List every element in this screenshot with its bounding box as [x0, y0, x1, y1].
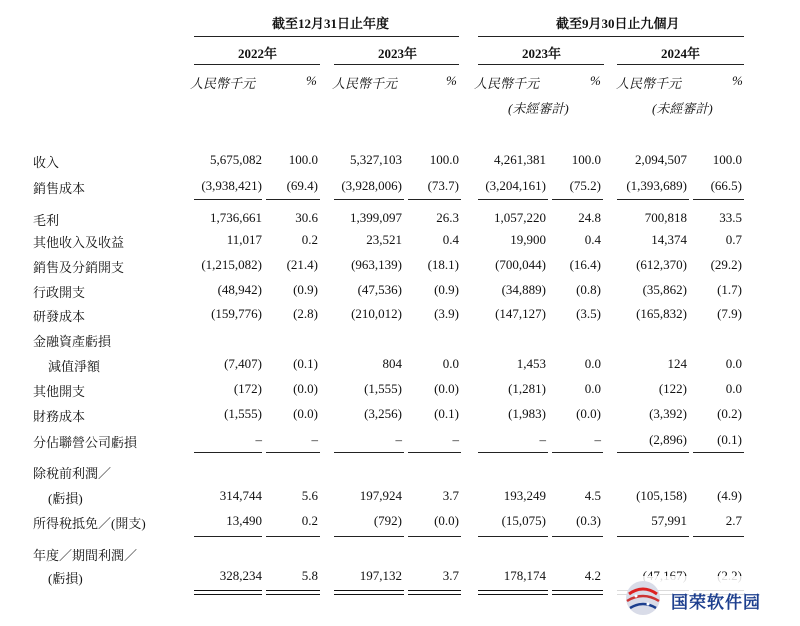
cell-amount: (165,832): [636, 306, 687, 321]
cell-amount: 23,521: [366, 232, 402, 247]
cell-amount: (612,370): [636, 257, 687, 272]
cell-amount: 1,453: [516, 356, 546, 371]
cell-amount: (1,281): [508, 381, 546, 396]
row-label: 其他收入及收益: [33, 235, 125, 250]
subtotal-rule: [693, 452, 744, 453]
cell-amount: 1,399,097: [350, 210, 402, 225]
cell-percent: (0.0): [293, 381, 318, 396]
header-nine-months: 截至9月30日止九個月: [556, 16, 680, 31]
subtotal-rule: [693, 536, 744, 537]
cell-amount: 197,924: [359, 488, 402, 503]
row-label: 金融資產虧損: [33, 334, 112, 349]
cell-amount: 5,675,082: [210, 152, 262, 167]
cell-amount: (47,536): [357, 282, 402, 297]
cell-amount: (963,139): [351, 257, 402, 272]
subtotal-rule: [408, 199, 461, 200]
row-label: 毛利: [33, 213, 60, 228]
cell-percent: 3.7: [442, 488, 459, 503]
cell-percent: 5.6: [301, 488, 318, 503]
cell-percent: (75.2): [569, 178, 601, 193]
row-label: 年度／期間利潤／: [33, 548, 138, 563]
year-2023-full: 2023年: [378, 46, 418, 61]
double-total-rule: [334, 590, 404, 591]
cell-amount: (105,158): [636, 488, 687, 503]
cell-amount: 178,174: [503, 568, 546, 583]
cell-percent: 30.6: [295, 210, 318, 225]
cell-percent: (0.2): [717, 406, 742, 421]
subtotal-rule: [194, 199, 262, 200]
cell-amount: (792): [373, 513, 402, 528]
cell-percent: –: [594, 432, 601, 447]
double-total-rule: [194, 590, 262, 591]
cell-percent: –: [452, 432, 459, 447]
row-label: 減值淨額: [48, 359, 101, 374]
cell-amount: 2,094,507: [635, 152, 687, 167]
cell-percent: (2.8): [293, 306, 318, 321]
cell-percent: 0.0: [725, 356, 742, 371]
cell-percent: 100.0: [429, 152, 459, 167]
cell-amount: (3,204,161): [485, 178, 546, 193]
unit-pct-1: %: [306, 73, 317, 88]
cell-amount: (159,776): [211, 306, 262, 321]
cell-amount: (35,862): [642, 282, 687, 297]
unit-rmb-3: 人民幣千元: [474, 76, 540, 91]
cell-amount: 5,327,103: [350, 152, 402, 167]
cell-percent: (0.0): [434, 381, 459, 396]
cell-amount: 124: [667, 356, 687, 371]
cell-amount: (2,896): [649, 432, 687, 447]
cell-percent: (3.9): [434, 306, 459, 321]
row-label: 分佔聯營公司虧損: [33, 435, 138, 450]
unit-rmb-1: 人民幣千元: [190, 76, 256, 91]
cell-amount: (3,928,006): [341, 178, 402, 193]
cell-amount: 197,132: [359, 568, 402, 583]
row-label: 行政開支: [33, 285, 86, 300]
cell-percent: 0.0: [442, 356, 459, 371]
cell-amount: (48,942): [217, 282, 262, 297]
unaudited-2024: (未經審計): [652, 101, 713, 116]
cell-percent: (0.3): [576, 513, 601, 528]
cell-amount: 1,057,220: [494, 210, 546, 225]
year-2024-nine: 2024年: [661, 46, 701, 61]
subtotal-rule: [266, 452, 320, 453]
double-total-rule: [266, 590, 320, 591]
cell-percent: (16.4): [569, 257, 601, 272]
year-2023-nine: 2023年: [522, 46, 562, 61]
year-rule-3: [478, 64, 604, 65]
cell-amount: (15,075): [501, 513, 546, 528]
cell-amount: (1,393,689): [626, 178, 687, 193]
cell-percent: (0.0): [576, 406, 601, 421]
cell-amount: (7,407): [224, 356, 262, 371]
cell-amount: 14,374: [651, 232, 687, 247]
cell-percent: (7.9): [717, 306, 742, 321]
subtotal-rule: [334, 452, 404, 453]
cell-amount: 193,249: [503, 488, 546, 503]
row-label: 所得稅抵免／(開支): [33, 516, 146, 531]
subtotal-rule: [194, 452, 262, 453]
cell-percent: –: [311, 432, 318, 447]
subtotal-rule: [266, 199, 320, 200]
double-total-rule: [408, 594, 461, 595]
subtotal-rule: [478, 452, 548, 453]
cell-percent: (18.1): [427, 257, 459, 272]
cell-percent: 0.0: [584, 356, 601, 371]
subtotal-rule: [408, 452, 461, 453]
cell-percent: 0.4: [584, 232, 601, 247]
double-total-rule: [408, 590, 461, 591]
subtotal-rule: [552, 536, 603, 537]
cell-percent: (3.5): [576, 306, 601, 321]
double-total-rule: [478, 594, 548, 595]
year-rule-1: [194, 64, 320, 65]
cell-percent: 3.7: [442, 568, 459, 583]
cell-amount: 804: [382, 356, 402, 371]
cell-amount: (172): [233, 381, 262, 396]
cell-percent: (0.9): [293, 282, 318, 297]
cell-amount: 328,234: [219, 568, 262, 583]
cell-percent: 26.3: [436, 210, 459, 225]
cell-percent: (0.9): [434, 282, 459, 297]
row-label: 收入: [33, 155, 60, 170]
subtotal-rule: [478, 536, 548, 537]
row-label: 除稅前利潤／: [33, 466, 112, 481]
cell-percent: 0.4: [442, 232, 459, 247]
unaudited-2023: (未經審計): [508, 101, 569, 116]
cell-percent: 5.8: [301, 568, 318, 583]
cell-percent: 33.5: [719, 210, 742, 225]
subtotal-rule: [617, 199, 689, 200]
cell-percent: (29.2): [710, 257, 742, 272]
row-label: (虧損): [48, 491, 83, 506]
watermark-text: 国荣软件园: [671, 593, 761, 613]
cell-amount: (34,889): [501, 282, 546, 297]
cell-amount: (3,392): [649, 406, 687, 421]
cell-percent: 0.0: [725, 381, 742, 396]
subtotal-rule: [552, 199, 603, 200]
row-label: 其他開支: [33, 384, 86, 399]
cell-amount: (700,044): [495, 257, 546, 272]
cell-percent: (0.1): [434, 406, 459, 421]
cell-amount: 1,736,661: [210, 210, 262, 225]
cell-percent: (66.5): [710, 178, 742, 193]
row-label: (虧損): [48, 571, 83, 586]
subtotal-rule: [334, 536, 404, 537]
double-total-rule: [266, 594, 320, 595]
subtotal-rule: [617, 536, 689, 537]
subtotal-rule: [194, 536, 262, 537]
cell-percent: (73.7): [427, 178, 459, 193]
cell-percent: (0.1): [293, 356, 318, 371]
cell-percent: 100.0: [571, 152, 601, 167]
unit-pct-4: %: [732, 73, 743, 88]
cell-amount: 13,490: [226, 513, 262, 528]
unit-pct-2: %: [446, 73, 457, 88]
subtotal-rule: [266, 536, 320, 537]
subtotal-rule: [478, 199, 548, 200]
cell-percent: (1.7): [717, 282, 742, 297]
subtotal-rule: [334, 199, 404, 200]
cell-percent: (0.0): [293, 406, 318, 421]
cell-percent: (0.1): [717, 432, 742, 447]
cell-amount: 4,261,381: [494, 152, 546, 167]
cell-amount: (3,256): [364, 406, 402, 421]
cell-percent: (4.9): [717, 488, 742, 503]
cell-percent: 0.0: [584, 381, 601, 396]
header-full-year: 截至12月31日止年度: [272, 16, 390, 31]
double-total-rule: [552, 590, 603, 591]
cell-percent: 24.8: [578, 210, 601, 225]
unit-rmb-4: 人民幣千元: [616, 76, 682, 91]
row-label: 研發成本: [33, 309, 86, 324]
cell-amount: 314,744: [219, 488, 262, 503]
double-total-rule: [552, 594, 603, 595]
double-total-rule: [194, 594, 262, 595]
watermark: [615, 576, 790, 620]
cell-amount: 57,991: [651, 513, 687, 528]
subtotal-rule: [617, 452, 689, 453]
double-total-rule: [334, 594, 404, 595]
cell-percent: (0.0): [434, 513, 459, 528]
row-label: 銷售成本: [33, 181, 86, 196]
header-rule-left: [194, 36, 459, 37]
cell-amount: (122): [658, 381, 687, 396]
row-label: 財務成本: [33, 409, 86, 424]
cell-percent: 0.2: [301, 232, 318, 247]
year-rule-4: [617, 64, 744, 65]
cell-amount: 19,900: [510, 232, 546, 247]
cell-amount: –: [255, 432, 262, 447]
cell-amount: (147,127): [495, 306, 546, 321]
cell-percent: 4.2: [584, 568, 601, 583]
year-rule-2: [334, 64, 459, 65]
header-rule-right: [478, 36, 744, 37]
subtotal-rule: [408, 536, 461, 537]
double-total-rule: [478, 590, 548, 591]
cell-percent: 4.5: [584, 488, 601, 503]
cell-amount: (1,215,082): [201, 257, 262, 272]
cell-amount: 700,818: [644, 210, 687, 225]
row-label: 銷售及分銷開支: [33, 260, 125, 275]
cell-amount: 11,017: [226, 232, 262, 247]
cell-amount: (1,555): [364, 381, 402, 396]
cell-amount: –: [539, 432, 546, 447]
cell-percent: 100.0: [288, 152, 318, 167]
cell-percent: (21.4): [286, 257, 318, 272]
cell-amount: –: [395, 432, 402, 447]
cell-amount: (1,983): [508, 406, 546, 421]
cell-percent: 100.0: [712, 152, 742, 167]
cell-percent: 0.7: [725, 232, 742, 247]
unit-pct-3: %: [590, 73, 601, 88]
cell-percent: (69.4): [286, 178, 318, 193]
cell-amount: (210,012): [351, 306, 402, 321]
subtotal-rule: [693, 199, 744, 200]
cell-percent: (0.8): [576, 282, 601, 297]
cell-amount: (3,938,421): [201, 178, 262, 193]
globe-logo-icon: [621, 576, 665, 620]
unit-rmb-2: 人民幣千元: [332, 76, 398, 91]
cell-percent: 2.7: [725, 513, 742, 528]
subtotal-rule: [552, 452, 603, 453]
year-2022: 2022年: [238, 46, 278, 61]
cell-amount: (1,555): [224, 406, 262, 421]
cell-percent: 0.2: [301, 513, 318, 528]
